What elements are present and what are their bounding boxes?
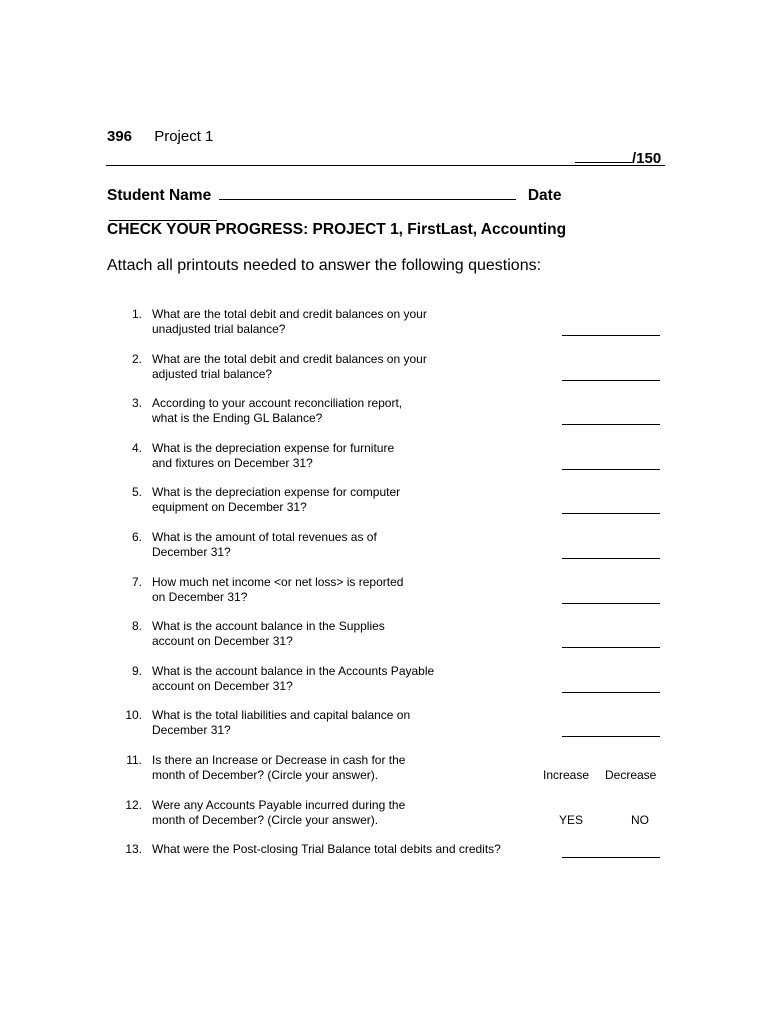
question-text: Were any Accounts Payable incurred during the month of December? (Circle your answer). bbox=[152, 798, 406, 827]
date-field[interactable] bbox=[109, 205, 217, 221]
question-text: According to your account reconciliation report, what is the Ending GL Balance? bbox=[152, 396, 403, 425]
answer-blank[interactable] bbox=[562, 736, 660, 737]
page-header bbox=[107, 128, 213, 145]
answer-blank[interactable] bbox=[562, 424, 660, 425]
question-text: What is the depreciation expense for furniture and fixtures on December 31? bbox=[152, 441, 395, 470]
question-number: 8. bbox=[131, 619, 142, 633]
question-number: 5. bbox=[131, 485, 142, 499]
answer-blank[interactable] bbox=[562, 558, 660, 559]
question-text: What is the total liabilities and capital balance on December 31? bbox=[152, 708, 411, 737]
question-number: 6. bbox=[131, 530, 142, 544]
answer-choice[interactable]: NO bbox=[631, 813, 649, 827]
date-label: Date bbox=[527, 187, 562, 204]
question-number: 11. bbox=[126, 753, 142, 767]
question-number: 10. bbox=[125, 708, 142, 722]
question-number: 4. bbox=[131, 441, 142, 455]
question-number: 9. bbox=[131, 664, 142, 678]
question-text: What is the account balance in the Supplies account on December 31? bbox=[152, 619, 385, 648]
page-number: 396 bbox=[107, 128, 133, 145]
answer-blank[interactable] bbox=[562, 469, 660, 470]
question-text: What is the account balance in the Accounts Payable account on December 31? bbox=[152, 664, 435, 693]
student-info-row bbox=[107, 184, 662, 226]
score-blank[interactable] bbox=[575, 148, 632, 163]
answer-blank[interactable] bbox=[562, 335, 660, 336]
answer-blank[interactable] bbox=[562, 647, 660, 648]
answer-blank[interactable] bbox=[562, 513, 660, 514]
answer-blank[interactable] bbox=[562, 692, 660, 693]
question-number: 1. bbox=[131, 307, 142, 321]
student-name-label: Student Name bbox=[107, 187, 212, 204]
question-text: What were the Post-closing Trial Balance total debits and credits? bbox=[152, 842, 501, 856]
question-number: 2. bbox=[131, 352, 142, 366]
answer-blank[interactable] bbox=[562, 857, 660, 858]
question-text: What is the depreciation expense for computer equipment on December 31? bbox=[152, 485, 401, 514]
question-text: What are the total debit and credit balances on your adjusted trial balance? bbox=[152, 352, 427, 381]
question-number: 13. bbox=[125, 842, 142, 856]
question-text: What are the total debit and credit balances on your unadjusted trial balance? bbox=[152, 307, 427, 336]
answer-blank[interactable] bbox=[562, 380, 660, 381]
question-number: 7. bbox=[131, 575, 142, 589]
answer-choice[interactable]: Decrease bbox=[605, 768, 657, 782]
answer-choice[interactable]: Increase bbox=[543, 768, 590, 782]
answer-choice[interactable]: YES bbox=[559, 813, 584, 827]
student-name-field[interactable] bbox=[219, 184, 516, 200]
question-text: How much net income <or net loss> is reported on December 31? bbox=[152, 575, 404, 604]
question-text: What is the amount of total revenues as of December 31? bbox=[152, 530, 377, 559]
page-title: CHECK YOUR PROGRESS: PROJECT 1, FirstLast, Accounting bbox=[107, 221, 567, 238]
answer-blank[interactable] bbox=[562, 603, 660, 604]
question-text: Is there an Increase or Decrease in cash for the month of December? (Circle your answer). bbox=[152, 753, 406, 782]
question-number: 3. bbox=[131, 396, 142, 410]
instructions-text: Attach all printouts needed to answer the following questions: bbox=[107, 257, 542, 274]
header-divider bbox=[106, 165, 665, 166]
question-number: 12. bbox=[125, 798, 142, 812]
project-label: Project 1 bbox=[154, 128, 214, 145]
score-total: /150 bbox=[632, 150, 662, 167]
